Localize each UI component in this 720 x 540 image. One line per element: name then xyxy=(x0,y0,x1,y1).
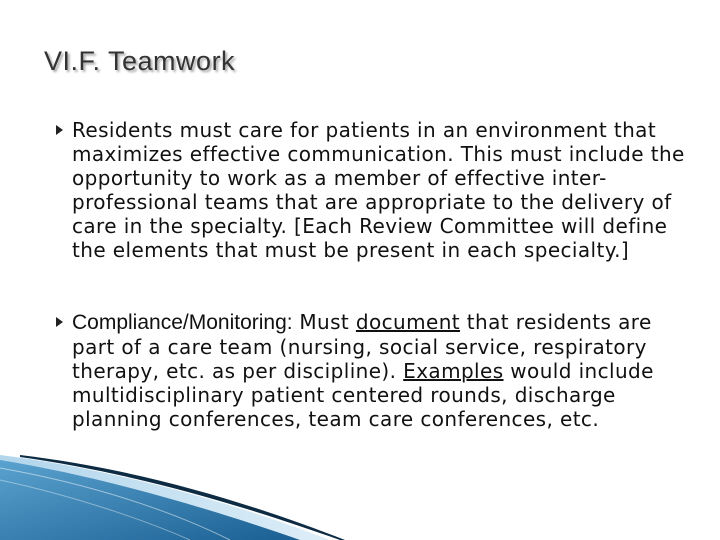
bullet-item-1 xyxy=(56,118,686,262)
underlined-document: document xyxy=(355,310,461,334)
compliance-label: Compliance/Monitoring: xyxy=(72,311,293,334)
bullet-text-2 xyxy=(72,310,686,431)
bullet-item-2 xyxy=(56,310,686,431)
triangle-right-icon xyxy=(56,317,63,327)
bullet-text-1: Residents must care for patients in an environment that maximizes effective communication. This must include the opportunity to work as a member of effective inter-professional teams that are appropriate to the delivery of care in the specialty. [Each Review Committee will define the elements that must be present in each specialty.] xyxy=(72,118,685,262)
bullet-2-part-1: Must xyxy=(292,310,356,334)
triangle-right-icon xyxy=(56,125,63,135)
slide-title: VI.F. Teamwork xyxy=(44,46,236,76)
bullet-2-part-2: that residents are part of a care team (nursing, social service, respiratory therapy, etc. as per discipline). xyxy=(72,310,652,383)
underlined-examples: Examples xyxy=(403,359,504,383)
bullet-2-part-3: would include multidisciplinary patient centered rounds, discharge planning conferences, team care conferences, etc. xyxy=(72,359,654,431)
